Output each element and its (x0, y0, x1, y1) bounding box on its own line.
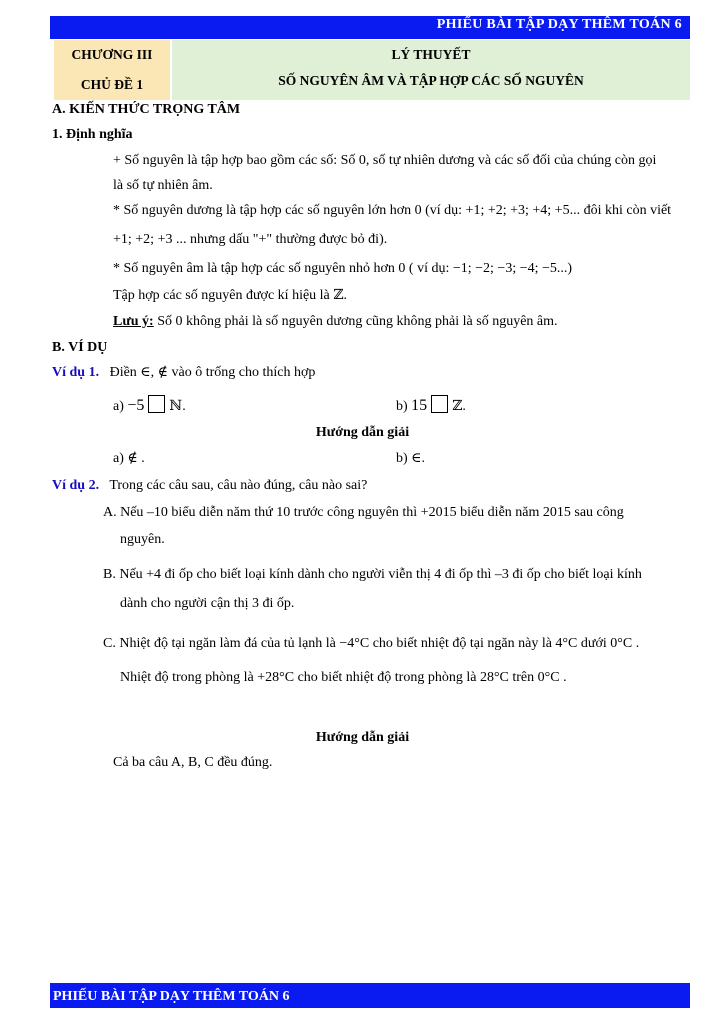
section-b-title: B. VÍ DỤ (52, 340, 108, 355)
section-a-title: A. KIẾN THỨC TRỌNG TÂM (52, 102, 241, 117)
note-line (113, 313, 558, 331)
item-b-number: 15 (411, 397, 428, 414)
chapter-box (54, 40, 170, 100)
answer-box-b[interactable] (431, 395, 448, 413)
definition-line-6: Tập hợp các số nguyên được kí hiệu là ℤ. (113, 288, 347, 303)
example-1-label: Ví dụ 1. (52, 365, 100, 380)
definition-heading: 1. Định nghĩa (52, 127, 133, 142)
note-label: Lưu ý: (113, 314, 154, 329)
item-a-number: −5 (127, 397, 145, 414)
example-1 (52, 364, 315, 382)
example-1-prompt: Điền ∈, ∉ vào ô trống cho thích hợp (109, 365, 316, 380)
section-type: LÝ THUYẾT (391, 47, 471, 62)
lesson-title: SỐ NGUYÊN ÂM VÀ TẬP HỢP CÁC SỐ NGUYÊN (278, 73, 584, 88)
statement-c-line-1: C. Nhiệt độ tại ngăn làm đá của tủ lạnh là −4°C cho biết nhiệt độ tại ngăn này là 4°C dưới 0°C . (103, 636, 640, 651)
definition-line-3: * Số nguyên dương là tập hợp các số nguyên lớn hơn 0 (ví dụ: +1; +2; +3; +4; +5... đôi khi còn viết (113, 203, 672, 218)
title-box (172, 40, 690, 100)
example-2-answer: Cả ba câu A, B, C đều đúng. (113, 755, 273, 770)
bottom-banner-title: PHIẾU BÀI TẬP DẠY THÊM TOÁN 6 (53, 989, 290, 1004)
example-1-answer-b: b) ∈. (396, 451, 426, 466)
example-2-label: Ví dụ 2. (52, 478, 100, 493)
definition-line-2: là số tự nhiên âm. (113, 178, 213, 193)
statement-a-line-1: A. Nếu –10 biểu diễn năm thứ 10 trước công nguyên thì +2015 biểu diễn năm 2015 sau công (103, 505, 624, 520)
example-1-guide-heading: Hướng dẫn giải (315, 425, 410, 440)
statement-c-line-2: Nhiệt độ trong phòng là +28°C cho biết nhiệt độ trong phòng là 28°C trên 0°C . (120, 670, 567, 685)
item-b-set: ℤ. (452, 399, 466, 414)
example-2 (52, 477, 367, 495)
bottom-banner (50, 983, 690, 1008)
item-a-set: ℕ. (169, 399, 186, 414)
example-1-answer-a: a) ∉ . (113, 451, 145, 466)
statement-b-line-2: dành cho người cận thị 3 đi ốp. (120, 596, 295, 611)
definition-line-4: +1; +2; +3 ... nhưng dấu "+" thường được bỏ đi). (113, 232, 388, 247)
topic-label: CHỦ ĐỀ 1 (80, 77, 144, 92)
definition-line-1: + Số nguyên là tập hợp bao gồm các số: Số 0, số tự nhiên dương và các số đối của chúng còn gọi (113, 153, 657, 168)
statement-a-line-2: nguyên. (120, 532, 165, 547)
item-a-prefix: a) (113, 399, 124, 414)
item-b-prefix: b) (396, 399, 408, 414)
note-text: Số 0 không phải là số nguyên dương cũng không phải là số nguyên âm. (153, 314, 558, 329)
answer-box-a[interactable] (148, 395, 165, 413)
definition-line-5: * Số nguyên âm là tập hợp các số nguyên nhỏ hơn 0 ( ví dụ: −1; −2; −3; −4; −5...) (113, 261, 573, 276)
lesson-header (54, 40, 690, 100)
example-2-prompt: Trong các câu sau, câu nào đúng, câu nào sai? (109, 478, 368, 493)
example-1-item-b (396, 395, 466, 416)
top-banner-title: PHIẾU BÀI TẬP DẠY THÊM TOÁN 6 (436, 17, 682, 32)
chapter-label: CHƯƠNG III (71, 47, 153, 62)
top-banner (50, 16, 690, 39)
statement-b-line-1: B. Nếu +4 đi ốp cho biết loại kính dành cho người viễn thị 4 đi ốp thì –3 đi ốp cho biết loại kính (103, 567, 642, 582)
example-2-guide-heading: Hướng dẫn giải (315, 730, 410, 745)
example-1-item-a (113, 395, 186, 416)
